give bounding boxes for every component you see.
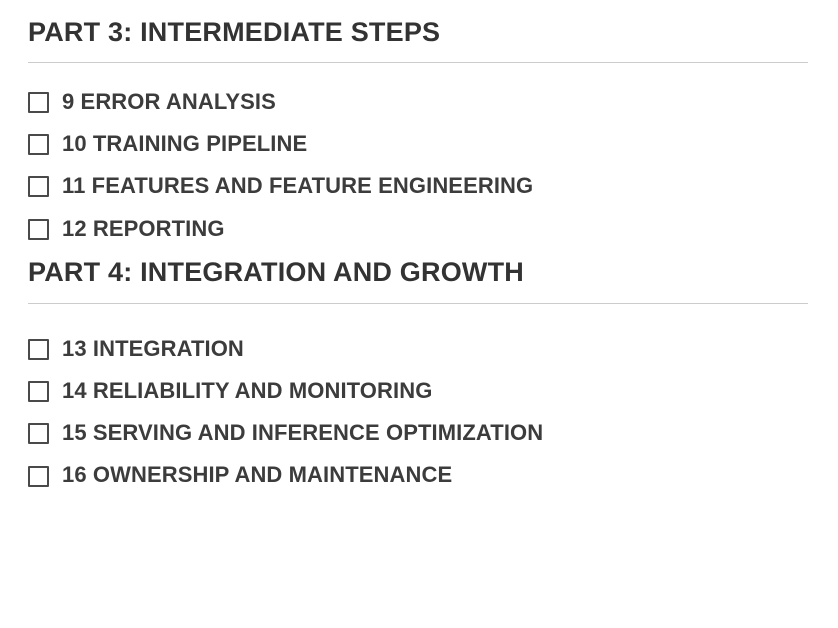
list-item-label: 10 TRAINING PIPELINE — [62, 130, 308, 156]
list-item[interactable] — [28, 216, 808, 241]
list-item[interactable] — [28, 131, 808, 156]
list-item-label: 12 REPORTING — [62, 215, 225, 241]
list-item-label: 11 FEATURES AND FEATURE ENGINEERING — [62, 173, 534, 199]
checklist-part-3 — [28, 63, 808, 241]
checkbox-icon[interactable] — [28, 92, 49, 113]
section-part-4 — [28, 258, 808, 488]
checkbox-icon[interactable] — [28, 339, 49, 360]
section-heading: PART 4: INTEGRATION AND GROWTH — [28, 256, 524, 287]
list-item-label: 15 SERVING AND INFERENCE OPTIMIZATION — [62, 420, 544, 446]
list-item[interactable] — [28, 462, 808, 487]
section-part-3 — [28, 18, 808, 241]
section-heading: PART 3: INTERMEDIATE STEPS — [28, 17, 441, 47]
list-item[interactable] — [28, 173, 808, 198]
list-item[interactable] — [28, 336, 808, 361]
list-item-label: 16 OWNERSHIP AND MAINTENANCE — [62, 462, 453, 488]
checkbox-icon[interactable] — [28, 219, 49, 240]
list-item-label: 9 ERROR ANALYSIS — [62, 88, 276, 114]
checkbox-icon[interactable] — [28, 466, 49, 487]
checkbox-icon[interactable] — [28, 381, 49, 402]
checkbox-icon[interactable] — [28, 423, 49, 444]
list-item-label: 14 RELIABILITY AND MONITORING — [62, 377, 433, 403]
list-item-label: 13 INTEGRATION — [62, 335, 244, 361]
checkbox-icon[interactable] — [28, 134, 49, 155]
list-item[interactable] — [28, 378, 808, 403]
list-item[interactable] — [28, 89, 808, 114]
list-item[interactable] — [28, 420, 808, 445]
checklist-part-4 — [28, 304, 808, 488]
checkbox-icon[interactable] — [28, 176, 49, 197]
